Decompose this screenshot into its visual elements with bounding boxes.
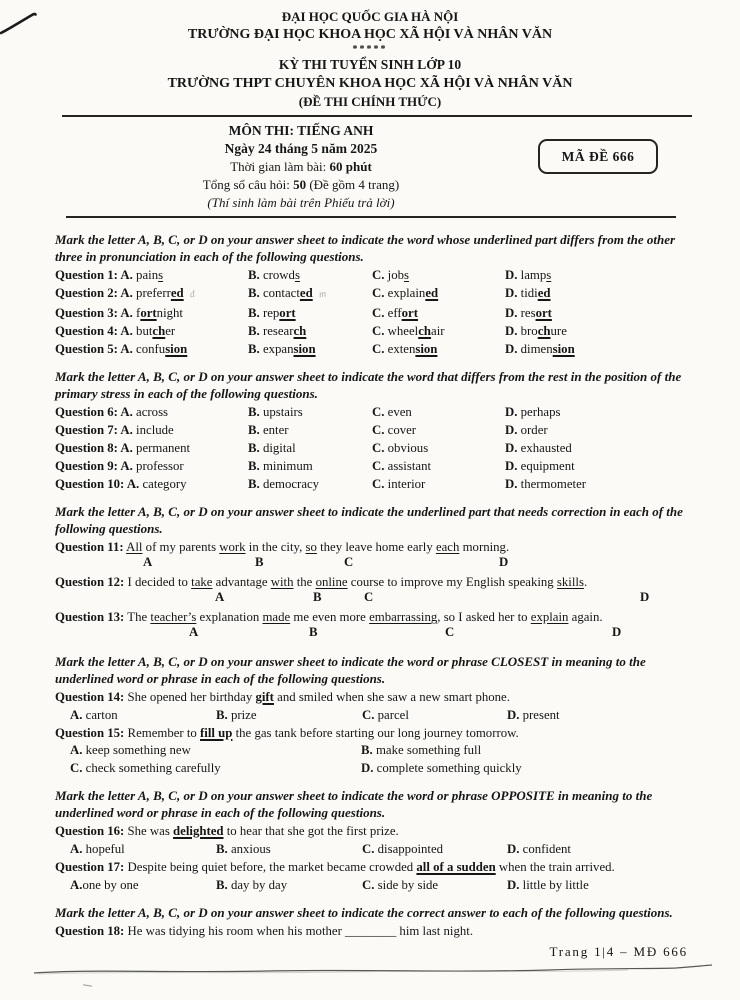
answer-letter: C bbox=[344, 555, 354, 569]
option: A. keep something new bbox=[70, 743, 191, 757]
exam-subject: MÔN THI: TIẾNG ANH bbox=[228, 123, 374, 138]
question-sentence: Question 11: All of my parents work in the city, so they leave home early each morning. bbox=[55, 540, 510, 554]
exam-info-block bbox=[0, 117, 740, 212]
question-sentence: Question 13: The teacher’s explanation made me even more embarrassing, so I asked her to explain again. bbox=[55, 610, 603, 624]
answer-letter-row bbox=[55, 591, 704, 608]
question-sentence: Question 15: Remember to fill up the gas tank before starting our long journey tomorrow. bbox=[55, 726, 519, 740]
question-row bbox=[55, 322, 704, 340]
pen-stroke-mark bbox=[0, 6, 42, 38]
question-option: C. extension bbox=[372, 342, 438, 356]
answer-letter: B bbox=[309, 625, 318, 639]
exam-duration: Thời gian làm bài: 60 phút bbox=[230, 159, 372, 174]
question-option: Question 6: A. across bbox=[55, 405, 169, 419]
answer-letter: D bbox=[499, 555, 509, 569]
question-option: C. wheelchair bbox=[372, 324, 445, 338]
question-option: B. crowds bbox=[248, 268, 300, 282]
question-row bbox=[55, 421, 704, 439]
option: D. little by little bbox=[507, 878, 589, 892]
option: C. disappointed bbox=[362, 842, 444, 856]
option: D. confident bbox=[507, 842, 571, 856]
option: C. parcel bbox=[362, 708, 409, 722]
option: D. complete something quickly bbox=[361, 760, 522, 775]
question-row bbox=[55, 403, 704, 421]
question-option: D. lamps bbox=[505, 268, 552, 282]
exam-question-count: Tổng số câu hỏi: 50 (Đề gồm 4 trang) bbox=[202, 177, 400, 192]
question-option: Question 2: A. preferred d bbox=[55, 284, 248, 304]
question-option: D. perhaps bbox=[505, 405, 561, 419]
section-closest-meaning bbox=[55, 653, 704, 777]
question-option: Question 7: A. include bbox=[55, 423, 174, 437]
option: A. carton bbox=[70, 708, 118, 722]
answer-letter: C bbox=[364, 590, 374, 604]
section-pronunciation bbox=[55, 231, 704, 358]
question-option: C. interior bbox=[372, 477, 426, 491]
question-option: B. report bbox=[248, 306, 296, 320]
question-option: C. assistant bbox=[372, 459, 432, 473]
header-stars: ***** bbox=[352, 44, 388, 55]
question-option: D. resort bbox=[505, 306, 552, 320]
exam-body bbox=[0, 218, 740, 940]
question-option: B. upstairs bbox=[248, 405, 303, 419]
scan-speck bbox=[83, 984, 92, 987]
question-option: Question 10: A. category bbox=[55, 477, 187, 491]
options-row bbox=[55, 706, 704, 724]
exam-date: Ngày 24 tháng 5 năm 2025 bbox=[224, 141, 378, 156]
question-option: D. tidied bbox=[505, 286, 551, 300]
question-sentence: Question 12: I decided to take advantage with the online course to improve my English speaking skills. bbox=[55, 575, 588, 589]
option: C. check something carefully bbox=[70, 760, 221, 775]
answer-letter: B bbox=[313, 590, 322, 604]
question-row bbox=[55, 457, 704, 475]
exam-code-box bbox=[538, 139, 658, 174]
question-sentence: Question 16: She was delighted to hear that she got the first prize. bbox=[55, 824, 399, 838]
options-row bbox=[55, 760, 704, 778]
question-option: C. explained bbox=[372, 286, 439, 300]
question-option: B. research bbox=[248, 324, 307, 338]
option: B. anxious bbox=[216, 842, 271, 856]
options-row bbox=[55, 876, 704, 894]
question-option: D. brochure bbox=[505, 324, 567, 338]
page-number: Trang 1|4 – MĐ 666 bbox=[549, 944, 688, 959]
option: B. make something full bbox=[361, 743, 482, 757]
section-instruction: Mark the letter A, B, C, or D on your answer sheet to indicate the correct answer to each of the following questions. bbox=[55, 905, 673, 920]
answer-letter: A bbox=[143, 555, 153, 569]
question-option: D. dimension bbox=[505, 342, 575, 356]
header-university: ĐẠI HỌC QUỐC GIA HÀ NỘI bbox=[281, 9, 459, 24]
pencil-mark: m bbox=[317, 288, 327, 301]
answer-letter: D bbox=[612, 625, 622, 639]
section-instruction: Mark the letter A, B, C, or D on your answer sheet to indicate the underlined part that needs correction in each of the following questions. bbox=[55, 504, 683, 536]
question-option: C. jobs bbox=[372, 268, 409, 282]
answer-letter: C bbox=[445, 625, 455, 639]
section-instruction: Mark the letter A, B, C, or D on your answer sheet to indicate the word or phrase OPPOSITE in meaning to the underlined word or phrase in each of the following questions. bbox=[55, 788, 653, 820]
question-sentence: Question 17: Despite being quiet before, the market became crowded all of a sudden when the train arrived. bbox=[55, 860, 615, 874]
question-row bbox=[55, 340, 704, 358]
option: A.one by one bbox=[70, 878, 139, 892]
question-option: D. order bbox=[505, 423, 548, 437]
question-option: Question 5: A. confusion bbox=[55, 342, 188, 356]
question-option: Question 8: A. permanent bbox=[55, 441, 191, 455]
question-option: C. effort bbox=[372, 306, 418, 320]
answer-letter: A bbox=[189, 625, 199, 639]
answer-letter: A bbox=[215, 590, 225, 604]
answer-letter-row bbox=[55, 626, 704, 643]
question-option: B. contacted m bbox=[248, 284, 372, 304]
header-exam-type: (ĐỀ THI CHÍNH THỨC) bbox=[298, 94, 442, 109]
section-correct-answer bbox=[55, 904, 704, 940]
option: A. hopeful bbox=[70, 842, 125, 856]
question-option: Question 9: A. professor bbox=[55, 459, 184, 473]
section-error-correction bbox=[55, 503, 704, 643]
exam-code: MÃ ĐỀ 666 bbox=[561, 148, 635, 164]
question-option: D. thermometer bbox=[505, 477, 587, 491]
question-option: D. equipment bbox=[505, 459, 575, 473]
question-row bbox=[55, 266, 704, 284]
exam-note: (Thí sinh làm bài trên Phiếu trả lời) bbox=[207, 195, 395, 210]
scan-scratch-line bbox=[28, 964, 718, 978]
question-option: D. exhausted bbox=[505, 441, 572, 455]
header-exam-school: TRƯỜNG THPT CHUYÊN KHOA HỌC XÃ HỘI VÀ NHÂN VĂN bbox=[167, 76, 573, 91]
option: B. day by day bbox=[216, 878, 288, 892]
question-row bbox=[55, 304, 704, 322]
option: C. side by side bbox=[362, 878, 439, 892]
question-option: C. even bbox=[372, 405, 412, 419]
answer-letter: D bbox=[640, 590, 650, 604]
section-instruction: Mark the letter A, B, C, or D on your answer sheet to indicate the word whose underlined part differs from the other three in pronunciation in each of the following questions. bbox=[55, 232, 676, 264]
question-row bbox=[55, 284, 704, 304]
page-header bbox=[0, 0, 740, 110]
question-option: Question 4: A. butcher bbox=[55, 324, 176, 338]
header-school: TRƯỜNG ĐẠI HỌC KHOA HỌC XÃ HỘI VÀ NHÂN VĂN bbox=[187, 27, 553, 42]
options-row bbox=[55, 742, 704, 760]
header-exam-title: KỲ THI TUYỂN SINH LỚP 10 bbox=[278, 57, 462, 72]
question-option: B. expansion bbox=[248, 342, 316, 356]
option: B. prize bbox=[216, 708, 257, 722]
section-instruction: Mark the letter A, B, C, or D on your answer sheet to indicate the word that differs from the rest in the position of the primary stress in each of the following questions. bbox=[55, 369, 682, 401]
section-instruction: Mark the letter A, B, C, or D on your answer sheet to indicate the word or phrase CLOSEST in meaning to the underlined word or phrase in each of the following questions. bbox=[55, 654, 646, 686]
question-row bbox=[55, 475, 704, 493]
question-option: B. democracy bbox=[248, 477, 320, 491]
answer-letter: B bbox=[255, 555, 264, 569]
answer-letter-row bbox=[55, 556, 704, 573]
question-sentence: Question 14: She opened her birthday gift and smiled when she saw a new smart phone. bbox=[55, 690, 510, 704]
question-option: B. minimum bbox=[248, 459, 313, 473]
question-option: Question 3: A. fortnight bbox=[55, 306, 183, 320]
question-option: C. cover bbox=[372, 423, 417, 437]
question-option: Question 1: A. pains bbox=[55, 268, 164, 282]
question-option: B. digital bbox=[248, 441, 296, 455]
question-row bbox=[55, 439, 704, 457]
section-stress bbox=[55, 368, 704, 493]
section-opposite-meaning bbox=[55, 787, 704, 894]
option: D. present bbox=[507, 708, 560, 722]
question-option: C. obvious bbox=[372, 441, 429, 455]
question-sentence: Question 18: He was tidying his room when his mother ________ him last night. bbox=[55, 924, 474, 938]
pencil-mark: d bbox=[188, 288, 196, 301]
question-option: B. enter bbox=[248, 423, 289, 437]
options-row bbox=[55, 840, 704, 858]
